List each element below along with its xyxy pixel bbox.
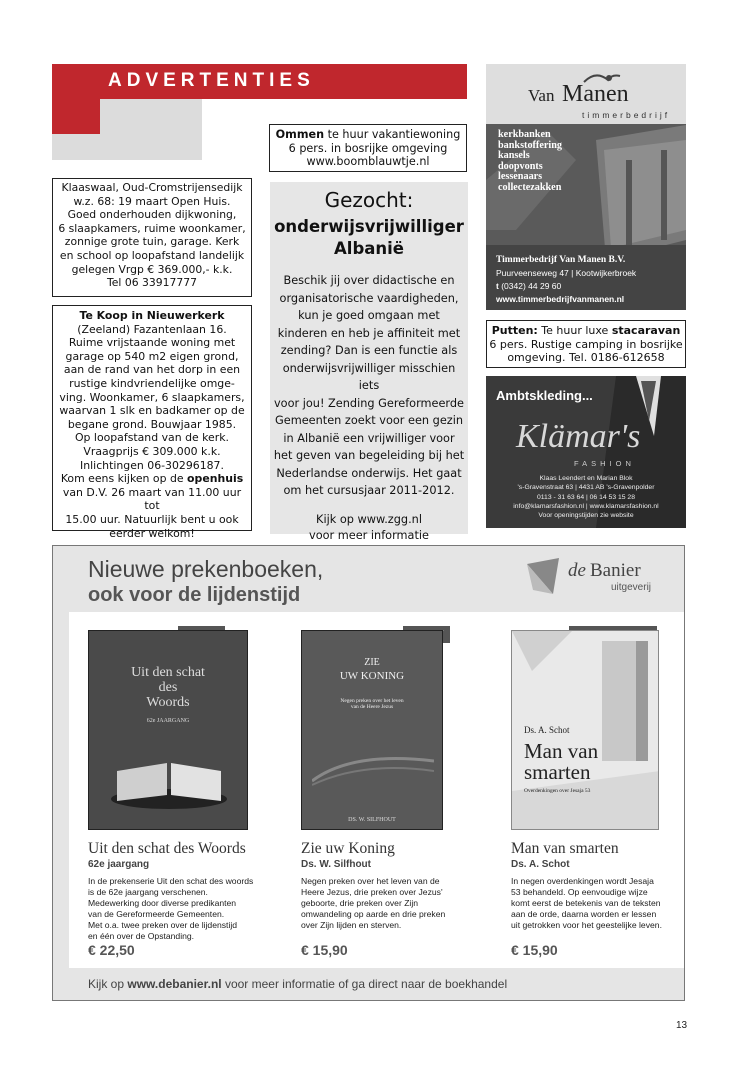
cover-wave-image bbox=[312, 741, 434, 791]
book3-cover-title-1: Man van bbox=[524, 739, 599, 763]
ad-line: en school op loopafstand landelijk bbox=[59, 248, 245, 262]
banier-logo-sub: uitgeverij bbox=[611, 582, 652, 593]
book3-subtitle: Ds. A. Schot bbox=[511, 859, 570, 870]
book1-subtitle: 62e jaargang bbox=[88, 859, 150, 870]
book3-cover bbox=[511, 630, 659, 830]
zgg-body-line: onderwijsvrijwilliger misschien iets bbox=[282, 361, 456, 392]
book-desc-line: Met o.a. twee preken over de lijdenstijd bbox=[88, 920, 238, 930]
book1-cover-edition: 62e JAARGANG bbox=[146, 718, 190, 724]
open-bible-image bbox=[109, 751, 229, 811]
klamar-contact-line: 's-Gravenstraat 63 | 4431 AB 's-Gravenpolder bbox=[517, 484, 655, 492]
header-red-drop bbox=[52, 99, 100, 134]
zgg-body-line: voor jou! Zending Gereformeerde bbox=[273, 396, 464, 410]
ad-line: Tel 06 33917777 bbox=[107, 276, 197, 290]
book-desc-line: over Zijn lijden en sterven. bbox=[301, 920, 402, 930]
ad-tekoop-openhuis-pre: Kom eens kijken op de bbox=[60, 472, 188, 486]
ad-ommen bbox=[269, 124, 467, 172]
ad-line: Goed onderhouden dijkwoning, bbox=[67, 208, 237, 222]
banier-logo-name: Banier bbox=[590, 560, 641, 581]
van-manen-product: collectezakken bbox=[498, 181, 562, 193]
van-manen-product: doopvonts bbox=[498, 160, 543, 172]
book1-cover-title-1: Uit den schat bbox=[131, 665, 205, 680]
van-manen-logo-manen: Manen bbox=[562, 81, 629, 107]
zgg-body bbox=[270, 272, 468, 500]
ad-tekoop-title: Te Koop in Nieuwerkerk bbox=[79, 309, 225, 322]
van-manen-product: lessenaars bbox=[498, 171, 543, 182]
ad-ommen-place: Ommen bbox=[275, 128, 325, 141]
ad-line: eerder welkom! bbox=[109, 526, 195, 540]
zgg-body-line: Gemeenten zoekt voor een gezin bbox=[275, 414, 463, 427]
ad-de-banier bbox=[52, 545, 685, 1001]
book-desc-line: van de Gereformeerde Gemeenten. bbox=[88, 909, 225, 919]
klamar-contact-line: info@klamarsfashion.nl | www.klamarsfashion.nl bbox=[513, 502, 659, 510]
book2-description bbox=[301, 876, 481, 931]
ad-line: w.z. 68: 19 maart Open Huis. bbox=[73, 194, 231, 208]
book3-cover-sub: Overdenkingen over Jesaja 53 bbox=[524, 788, 591, 794]
book-desc-line: uit getrokken voor het geestelijke leven. bbox=[511, 920, 662, 930]
book-desc-line: Negen preken over het leven van de bbox=[301, 876, 440, 886]
banier-website-link[interactable]: www.debanier.nl bbox=[127, 977, 222, 991]
book2-cover-author: DS. W. SILFHOUT bbox=[348, 817, 396, 823]
ad-ommen-line2: 6 pers. in bosrijke omgeving bbox=[288, 141, 448, 155]
book2-cover-title-1: ZIE bbox=[364, 657, 380, 668]
book1-cover-title-3: Woords bbox=[146, 695, 190, 710]
klamar-contact-line: Voor openingstijden zie website bbox=[538, 512, 634, 520]
klamar-logo-sub: FASHION bbox=[574, 459, 635, 468]
book-desc-line: Heere Jezus, drie preken over Jezus' bbox=[301, 887, 443, 897]
ad-zgg-vacancy bbox=[270, 182, 468, 542]
banier-footer-pre: Kijk op bbox=[88, 977, 128, 991]
klamar-contact-line: Klaas Leendert en Marian Blok bbox=[539, 475, 633, 482]
book1-cover-title-2: des bbox=[158, 680, 178, 695]
ad-line: van D.V. 26 maart van 11.00 uur tot bbox=[62, 485, 242, 513]
van-manen-phone-label: t bbox=[496, 281, 499, 291]
book1-cover bbox=[88, 630, 248, 830]
ad-klaaswaal-text bbox=[55, 181, 249, 290]
van-manen-phone: (0342) 44 29 60 bbox=[501, 281, 562, 291]
ad-line: zonnige grote tuin, garage. Kerk bbox=[64, 235, 240, 249]
ad-line: Klaaswaal, Oud-Cromstrijensedijk bbox=[61, 181, 243, 194]
ad-putten-line3: omgeving. Tel. 0186-612658 bbox=[507, 351, 665, 365]
ad-tekoop-nieuwerkerk bbox=[52, 305, 252, 540]
ad-ommen-link: www.boomblauwtje.nl bbox=[306, 155, 430, 169]
book2-price: € 15,90 bbox=[301, 942, 348, 958]
banier-footer bbox=[88, 977, 507, 991]
zgg-body-line: Nederlandse onderwijs. Het gaat bbox=[276, 466, 462, 480]
zgg-contact-line: voor meer informatie bbox=[309, 528, 429, 542]
ad-line: rustige kindvriendelijke omge- bbox=[69, 376, 235, 390]
ad-klaaswaal bbox=[52, 178, 252, 297]
ad-line: waarvan 1 slk en badkamer op de bbox=[59, 404, 245, 418]
zgg-body-line: kinderen en heb je affiniteit met bbox=[277, 326, 461, 340]
klamar-contact bbox=[486, 474, 686, 520]
ad-line: gelegen Vrgp € 369.000,- k.k. bbox=[71, 262, 233, 276]
zgg-body-line: zending? Dan is een functie als bbox=[280, 344, 458, 357]
ad-line: garage op 540 m2 eigen grond, bbox=[65, 349, 239, 363]
van-manen-company: Timmerbedrijf Van Manen B.V. bbox=[496, 255, 626, 265]
book-desc-line: is de 62e jaargang verschenen. bbox=[88, 887, 208, 897]
ad-line: aan de rand van het dorp in een bbox=[63, 363, 241, 377]
book1-description bbox=[88, 876, 268, 942]
book2-cover bbox=[301, 630, 443, 830]
van-manen-products bbox=[498, 130, 562, 193]
van-manen-address: Puurveenseweg 47 | Kootwijkerbroek bbox=[496, 268, 637, 278]
banier-footer-post: voor meer informatie of ga direct naar de boekhandel bbox=[221, 977, 508, 991]
ad-klamars-fashion bbox=[486, 376, 686, 528]
book-desc-line: en één over de Opstanding. bbox=[88, 931, 195, 941]
banier-left-strip bbox=[53, 612, 69, 968]
book-desc-line: omwandeling op aarde en drie preken bbox=[301, 909, 446, 919]
banier-headline-2: ook voor de lijdenstijd bbox=[88, 584, 301, 606]
book-desc-line: geboorte, drie preken over Zijn bbox=[301, 898, 419, 908]
book2-cover-sub-2: van de Heere Jezus bbox=[350, 704, 394, 710]
ad-line: 15.00 uur. Natuurlijk bent u ook bbox=[65, 512, 239, 526]
zgg-body-line: om het cursusjaar 2011-2012. bbox=[283, 484, 455, 497]
book-desc-line: 53 behandeld. Op eenvoudige wijze bbox=[511, 887, 648, 897]
ad-line: Vraagprijs € 309.000 k.k. bbox=[83, 444, 221, 458]
zgg-body-line: kun je goed omgaan met bbox=[298, 309, 440, 322]
van-manen-website: www.timmerbedrijfvanmanen.nl bbox=[496, 294, 625, 304]
ad-ommen-line1: te huur vakantiewoning bbox=[324, 128, 461, 141]
book1-price: € 22,50 bbox=[88, 942, 135, 958]
ad-line: ving. Woonkamer, 6 slaapkamers, bbox=[59, 390, 245, 404]
ad-tekoop-tail bbox=[55, 486, 249, 540]
ad-line: Op loopafstand van de kerk. bbox=[74, 431, 230, 445]
ad-putten-text: Te huur luxe bbox=[537, 324, 612, 337]
zgg-subheading-1: onderwijsvrijwilliger bbox=[274, 217, 464, 236]
page-number: 13 bbox=[676, 1020, 688, 1031]
zgg-heading: Gezocht: bbox=[324, 188, 414, 212]
book2-subtitle: Ds. W. Silfhout bbox=[301, 859, 371, 870]
van-manen-logo-sub: timmerbedrijf bbox=[582, 110, 671, 120]
ad-line: 6 slaapkamers, ruime woonkamer, bbox=[58, 221, 246, 235]
section-title: ADVERTENTIES bbox=[108, 70, 315, 91]
book-desc-line: In negen overdenkingen wordt Jesaja bbox=[511, 876, 654, 886]
zgg-body-line: Beschik jij over didactische en bbox=[283, 274, 455, 287]
ad-tekoop-openhuis: openhuis bbox=[187, 472, 244, 486]
book3-title: Man van smarten bbox=[511, 840, 619, 857]
ad-tekoop-body bbox=[55, 323, 249, 473]
zgg-body-line: in Albanië een vrijwilliger voor bbox=[283, 431, 455, 445]
klamar-contact-line: 0113 - 31 63 64 | 06 14 53 15 28 bbox=[536, 493, 635, 501]
ad-putten-place: Putten: bbox=[491, 324, 538, 337]
book3-price: € 15,90 bbox=[511, 942, 558, 958]
book-desc-line: komt eerst de betekenis van de teksten bbox=[511, 898, 661, 908]
klamar-logo: Klämar's bbox=[516, 418, 641, 455]
van-manen-product: kansels bbox=[498, 150, 530, 161]
book-desc-line: Medewerking door diverse predikanten bbox=[88, 898, 237, 908]
banier-logo-de: de bbox=[568, 560, 586, 581]
de-banier-logo-icon bbox=[523, 554, 567, 598]
zgg-subheading-2: Albanië bbox=[334, 239, 404, 258]
van-manen-address-block bbox=[496, 254, 636, 306]
banier-headline-1: Nieuwe prekenboeken, bbox=[88, 556, 324, 582]
book2-cover-title-2: UW KONING bbox=[339, 670, 405, 682]
van-manen-logo-van: Van bbox=[528, 86, 555, 105]
van-manen-product: bankstoffering bbox=[498, 139, 562, 151]
ad-putten-line2: 6 pers. Rustige camping in bosrijke bbox=[489, 337, 683, 351]
ad-putten-object: stacaravan bbox=[611, 324, 681, 337]
ad-van-manen bbox=[486, 64, 686, 310]
zgg-body-line: organisatorische vaardigheden, bbox=[279, 291, 459, 305]
ad-line: Ruime vrijstaande woning met bbox=[68, 336, 236, 350]
book-desc-line: In de prekenserie Uit den schat des woords bbox=[88, 876, 254, 886]
book2-title: Zie uw Koning bbox=[301, 840, 395, 857]
zgg-contact-line: Kijk op www.zgg.nl bbox=[316, 512, 422, 526]
klamar-title: Ambtskleding... bbox=[496, 388, 593, 403]
van-manen-product: kerkbanken bbox=[498, 129, 551, 140]
ad-putten bbox=[486, 320, 686, 368]
book-desc-line: aan de orde, daarna worden er lessen bbox=[511, 909, 657, 919]
book1-title: Uit den schat des Woords bbox=[88, 840, 246, 857]
book3-cover-author: Ds. A. Schot bbox=[524, 725, 570, 735]
book2-cover-sub-1: Negen preken over het leven bbox=[340, 698, 404, 704]
ad-line: begane grond. Bouwjaar 1985. bbox=[67, 417, 237, 431]
book3-description bbox=[511, 876, 691, 931]
ad-line: Inlichtingen 06-30296187. bbox=[80, 458, 224, 472]
book3-cover-title-2: smarten bbox=[524, 760, 591, 784]
zgg-body-line: het geven van begeleiding bij het bbox=[273, 449, 465, 462]
ad-line: (Zeeland) Fazantenlaan 16. bbox=[77, 322, 227, 336]
